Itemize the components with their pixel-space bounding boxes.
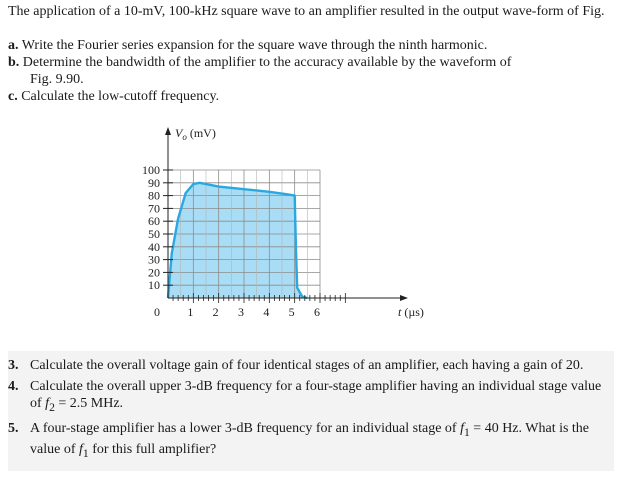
x-tick-label: 3 [238,305,244,319]
x-tick-label: 4 [263,305,270,319]
question-5-text-post: for this full amplifier? [88,441,217,457]
question-5-sub: 1 [463,425,470,439]
y-tick-label: 70 [148,201,160,216]
question-3-text: Calculate the overall voltage gain of four identical stages of an amplifier, each having a gain of 20. [30,358,584,373]
question-5-sub2: 1 [82,446,89,460]
question-5-var: f [460,420,464,436]
y-tick-label: 40 [148,239,160,254]
question-3-label: 3. [8,358,19,373]
y-tick-label: 20 [148,265,160,280]
waveform-area [168,183,307,298]
part-b-text-cont: Fig. 9.90. [30,72,84,87]
x-axis-label: t (µs) [398,305,424,319]
question-5-text-pre: A four-stage amplifier has a lower 3-dB frequency for an individual stage of [30,420,461,436]
y-axis-label: $V_o$ (mV) [175,126,216,142]
question-4 [8,378,614,416]
part-a-text: Write the Fourier series expansion for the square wave through the ninth harmonic. [21,38,488,53]
y-tick-label: 30 [148,252,160,267]
x-tick-label: 1 [187,305,194,319]
question-block [8,351,614,471]
question-4-label: 4. [8,379,19,394]
x-tick-label: 6 [314,305,320,319]
x-tick-label: 5 [288,305,295,319]
y-axis-arrow [165,127,171,135]
y-tick-label: 50 [148,227,160,241]
y-tick-label: 100 [142,163,160,177]
y-tick-label: 90 [148,175,160,190]
y-tick-label: 10 [148,278,160,293]
x-axis-arrow [400,295,408,301]
question-3 [8,357,614,374]
question-5-text-mid: = 40 Hz. What is the value of [30,420,590,457]
part-b-label: b. [8,55,20,70]
part-a-label: a. [8,38,19,53]
part-b-text: Determine the bandwidth of the amplifier to the accuracy available by the waveform of [22,55,512,70]
question-5-label: 5. [8,420,19,436]
question-4-text-post: = 2.5 MHz. [54,396,124,411]
question-4-text-pre: Calculate the overall upper 3-dB frequency for a four-stage amplifier having an individual stage value of [30,379,602,411]
question-4-sub: 2 [49,400,55,414]
intro-paragraph: The application of a 10-mV, 100-kHz square wave to an amplifier resulted in the output wave-form of Fig. [8,4,605,19]
x-tick-label: 2 [212,305,219,319]
question-5 [8,420,614,462]
part-c-label: c. [8,89,18,104]
question-4-var: f [45,396,50,411]
y-tick-label: 80 [148,188,160,203]
question-5-var2: f [78,441,83,457]
part-c-text: Calculate the low-cutoff frequency. [21,89,220,104]
y-tick-label: 60 [148,214,160,229]
x-tick-label: 0 [154,305,160,319]
